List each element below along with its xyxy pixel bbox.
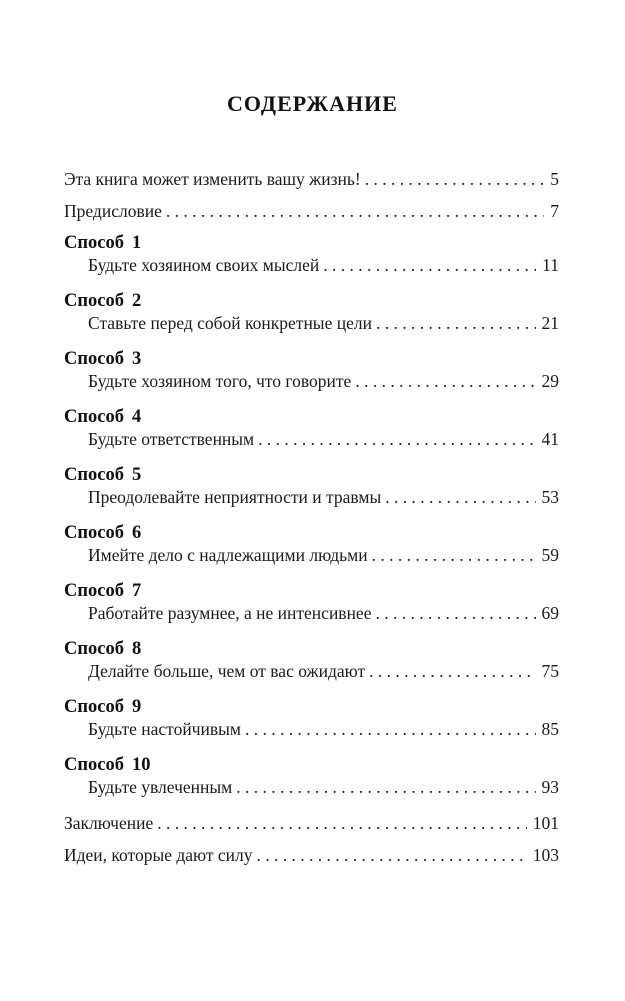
toc-entry-page: 5 (550, 169, 559, 189)
table-of-contents (64, 168, 559, 876)
toc-entry-page: 7 (550, 201, 559, 221)
toc-entry-page: 53 (541, 487, 559, 507)
dot-leader (365, 168, 545, 190)
section-heading: Способ 6 (64, 523, 142, 543)
dot-leader (157, 812, 527, 834)
toc-entry-section-2[interactable] (64, 312, 559, 348)
section-heading: Способ 3 (64, 349, 142, 369)
toc-entry-label: Будьте настойчивым (88, 719, 241, 739)
section-heading: Способ 2 (64, 291, 142, 311)
dot-leader (355, 370, 535, 392)
section-heading: Способ 9 (64, 697, 142, 717)
toc-entry-page: 85 (541, 719, 559, 739)
section-heading: Способ 10 (64, 755, 151, 775)
toc-entry-intro[interactable] (64, 168, 559, 200)
section-heading: Способ 5 (64, 465, 142, 485)
toc-entry-page: 101 (532, 813, 559, 833)
toc-entry-label: Эта книга может изменить вашу жизнь! (64, 169, 361, 189)
dot-leader (258, 428, 535, 450)
dot-leader (375, 602, 535, 624)
toc-entry-label: Будьте увлеченным (88, 777, 233, 797)
toc-entry-page: 11 (542, 255, 559, 275)
toc-entry-conclusion[interactable] (64, 812, 559, 844)
section-heading: Способ 4 (64, 407, 142, 427)
toc-entry-label: Преодолевайте неприятности и травмы (88, 487, 382, 507)
toc-entry-label: Делайте больше, чем от вас ожидают (88, 661, 366, 681)
toc-entry-page: 69 (541, 603, 559, 623)
toc-entry-label: Будьте ответственным (88, 429, 255, 449)
toc-entry-page: 29 (541, 371, 559, 391)
dot-leader (236, 776, 535, 798)
toc-entry-page: 93 (541, 777, 559, 797)
toc-entry-preface[interactable] (64, 200, 559, 232)
toc-entry-label: Заключение (64, 813, 154, 833)
toc-entry-section-10[interactable] (64, 776, 559, 812)
toc-entry-page: 75 (541, 661, 559, 681)
toc-entry-label: Будьте хозяином того, что говорите (88, 371, 352, 391)
toc-entry-ideas[interactable] (64, 844, 559, 876)
toc-entry-section-8[interactable] (64, 660, 559, 696)
toc-entry-page: 103 (532, 845, 559, 865)
toc-entry-page: 21 (541, 313, 559, 333)
toc-entry-page: 59 (541, 545, 559, 565)
toc-entry-label: Идеи, которые дают силу (64, 845, 253, 865)
toc-entry-section-1[interactable] (64, 254, 559, 290)
dot-leader (245, 718, 536, 740)
dot-leader (166, 200, 544, 222)
toc-entry-section-6[interactable] (64, 544, 559, 580)
section-heading: Способ 1 (64, 233, 142, 253)
toc-entry-label: Будьте хозяином своих мыслей (88, 255, 320, 275)
dot-leader (323, 254, 536, 276)
toc-entry-section-3[interactable] (64, 370, 559, 406)
toc-entry-label: Работайте разумнее, а не интенсивнее (88, 603, 372, 623)
section-heading: Способ 7 (64, 581, 142, 601)
toc-entry-page: 41 (541, 429, 559, 449)
toc-entry-section-7[interactable] (64, 602, 559, 638)
toc-entry-section-5[interactable] (64, 486, 559, 522)
toc-entry-label: Имейте дело с надлежащими людьми (88, 545, 368, 565)
dot-leader (257, 844, 527, 866)
dot-leader (369, 660, 535, 682)
section-heading: Способ 8 (64, 639, 142, 659)
toc-entry-section-9[interactable] (64, 718, 559, 754)
toc-entry-section-4[interactable] (64, 428, 559, 464)
page-title: СОДЕРЖАНИЕ (227, 91, 398, 116)
dot-leader (376, 312, 536, 334)
dot-leader (372, 544, 536, 566)
toc-entry-label: Предисловие (64, 201, 162, 221)
toc-entry-label: Ставьте перед собой конкретные цели (88, 313, 372, 333)
dot-leader (385, 486, 535, 508)
